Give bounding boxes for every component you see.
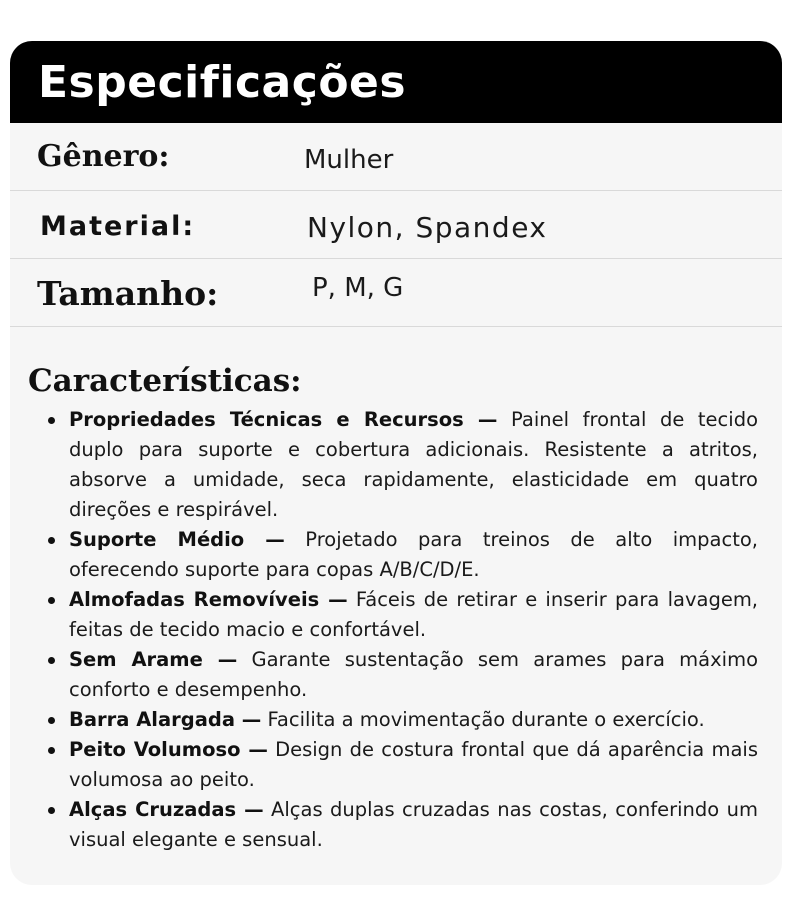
spec-row-material [10, 191, 782, 259]
spec-label-material: Material: [40, 211, 196, 242]
feature-name: Suporte Médio — [69, 528, 285, 551]
bullet-icon [48, 597, 55, 604]
bullet-icon [48, 747, 55, 754]
feature-name: Propriedades Técnicas e Recursos — [69, 408, 498, 431]
feature-text: Alças duplas cruzadas nas costas, conferindo um visual elegante e sensual. [69, 798, 758, 851]
feature-text: Garante sustentação sem arames para máximo conforto e desempenho. [69, 648, 759, 701]
feature-item [69, 585, 758, 645]
feature-name: Peito Volumoso — [69, 738, 268, 761]
bullet-icon [48, 717, 55, 724]
feature-name: Sem Arame — [69, 648, 238, 671]
spec-row-size [10, 259, 782, 327]
specifications-title: Especificações [38, 56, 407, 108]
bullet-icon [48, 657, 55, 664]
feature-name: Almofadas Removíveis — [69, 588, 348, 611]
spec-value-material: Nylon, Spandex [307, 211, 548, 244]
spec-value-size: P, M, G [312, 273, 404, 303]
features-section [10, 363, 782, 855]
feature-name: Alças Cruzadas — [69, 798, 264, 821]
feature-item [69, 645, 758, 705]
bullet-icon [48, 807, 55, 814]
specifications-card [10, 41, 782, 885]
feature-item [69, 405, 758, 525]
feature-item [69, 705, 758, 735]
feature-text: Projetado para treinos de alto impacto, oferecendo suporte para copas A/B/C/D/E. [69, 528, 758, 581]
bullet-icon [48, 417, 55, 424]
feature-text: Design de costura frontal que dá aparência mais volumosa ao peito. [69, 738, 758, 791]
spec-label-gender: Gênero: [37, 139, 170, 174]
spec-value-gender: Mulher [304, 145, 394, 175]
features-title: Características: [28, 363, 302, 399]
feature-item [69, 735, 758, 795]
spec-label-size: Tamanho: [37, 274, 219, 313]
feature-text: Painel frontal de tecido duplo para suporte e cobertura adicionais. Resistente a atritos, absorve a umidade, seca rapidamente, elasticidade em quatro direções e respirável. [69, 408, 758, 521]
spec-row-gender [10, 123, 782, 191]
feature-item [69, 795, 758, 855]
bullet-icon [48, 537, 55, 544]
feature-name: Barra Alargada — [69, 708, 262, 731]
feature-text: Fáceis de retirar e inserir para lavagem, feitas de tecido macio e confortável. [69, 588, 759, 641]
specifications-header [10, 41, 782, 123]
feature-text: Facilita a movimentação durante o exercício. [261, 708, 705, 731]
features-list [10, 405, 782, 855]
feature-item [69, 525, 758, 585]
